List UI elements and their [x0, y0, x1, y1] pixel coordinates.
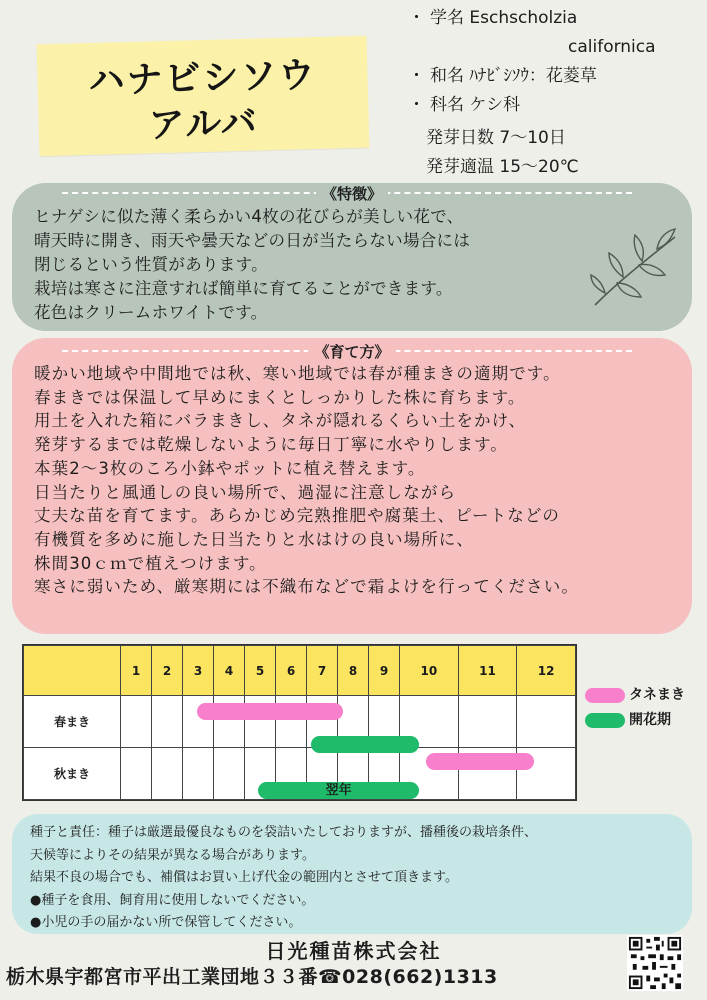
blooming-period-bar: [311, 736, 419, 753]
growing-heading: 《育て方》: [12, 341, 692, 362]
legend-sow: タネまき: [585, 684, 685, 704]
product-variety: アルバ: [148, 102, 260, 147]
month-header: 11: [458, 646, 517, 696]
title-banner: [37, 36, 370, 157]
month-header: 4: [214, 646, 245, 696]
growing-text: 暖かい地域や中間地では秋、寒い地域では春が種まきの適期です。 春まきでは保温して早めにまくとしっかりした株に育ちます。 用土を入れた箱にバラまきし、タネが隠れるくらい土をかけ、 発芽するまでは乾燥しないように毎日丁寧に水やりします。 本葉2～3枚のころ小鉢やポットに植え替えます。 日当たりと風通しの良い場所で、過湿に注意しながら 丈夫な苗を育てます。あらかじめ完熟推肥や腐葉土、ピートなどの 有機質を多めに施した日当たりと水はけの良い場所に、 株間30ｃｍで植えつけます。 寒さに弱いため、厳寒期には不織布などで霜よけを行ってください。: [34, 364, 579, 597]
row-label-spring: 春まき: [24, 696, 121, 748]
month-header: 3: [183, 646, 214, 696]
info-scientific-name: ・ 学名 Eschscholzia: [408, 8, 578, 28]
growing-calendar: [22, 644, 577, 801]
info-scientific-name-cont: californica: [568, 37, 656, 57]
legend-bloom-swatch: [585, 713, 625, 728]
legend-sow-swatch: [585, 688, 625, 703]
notice-panel: [12, 814, 692, 934]
legend-bloom: 開花期: [585, 709, 671, 729]
month-header: 2: [152, 646, 183, 696]
leaf-branch-icon: [587, 223, 682, 313]
month-header: 10: [400, 646, 459, 696]
month-header: 1: [121, 646, 152, 696]
calendar-table: [23, 645, 576, 800]
month-header: 12: [517, 646, 576, 696]
month-header: 8: [338, 646, 369, 696]
info-germination-days: 発芽日数 7～10日: [426, 128, 566, 148]
qr-code-icon[interactable]: [627, 935, 683, 991]
month-header: 9: [369, 646, 400, 696]
info-germination-temp: 発芽適温 15～20℃: [426, 157, 579, 177]
info-family: ・ 科名 ケシ科: [408, 95, 521, 115]
row-label-autumn: 秋まき: [24, 748, 121, 800]
company-name: 日光種苗株式会社: [265, 939, 442, 963]
feature-text: ヒナゲシに似た薄く柔らかい4枚の花びらが美しい花で、 晴天時に開き、雨天や曇天などの日が当たらない場合には 閉じるという性質があります。 栽培は寒さに注意すれば簡単に育てることができます。 花色はクリームホワイトです。: [34, 207, 471, 322]
calendar-header-row: [24, 646, 576, 696]
info-japanese-name: ・ 和名 ﾊﾅﾋﾞｼｿｳ：花菱草: [408, 66, 597, 86]
notice-text: 種子と責任：種子は厳選最優良なものを袋詰いたしておりますが、播種後の栽培条件、 天候等によりその結果が異なる場合があります。 結果不良の場合でも、補償はお買い上げ代金の範囲内とさせて頂きます。 ●種子を食用、飼育用に使用しないでください。 ●小児の手の届かない所で保管してください。: [30, 825, 538, 930]
sowing-period-bar: [426, 753, 534, 770]
next-year-label: 翌年: [325, 782, 352, 798]
feature-heading: 《特徴》: [12, 183, 692, 204]
month-header: 6: [276, 646, 307, 696]
growing-panel: [12, 338, 692, 634]
calendar-corner-cell: [24, 646, 121, 696]
month-header: 7: [307, 646, 338, 696]
product-title: ハナビシソウ: [88, 55, 318, 102]
month-header: 5: [245, 646, 276, 696]
feature-panel: [12, 183, 692, 331]
sowing-period-bar: [197, 703, 343, 720]
company-address: 栃木県宇都宮市平出工業団地３３番☎028(662)1313: [6, 966, 498, 988]
